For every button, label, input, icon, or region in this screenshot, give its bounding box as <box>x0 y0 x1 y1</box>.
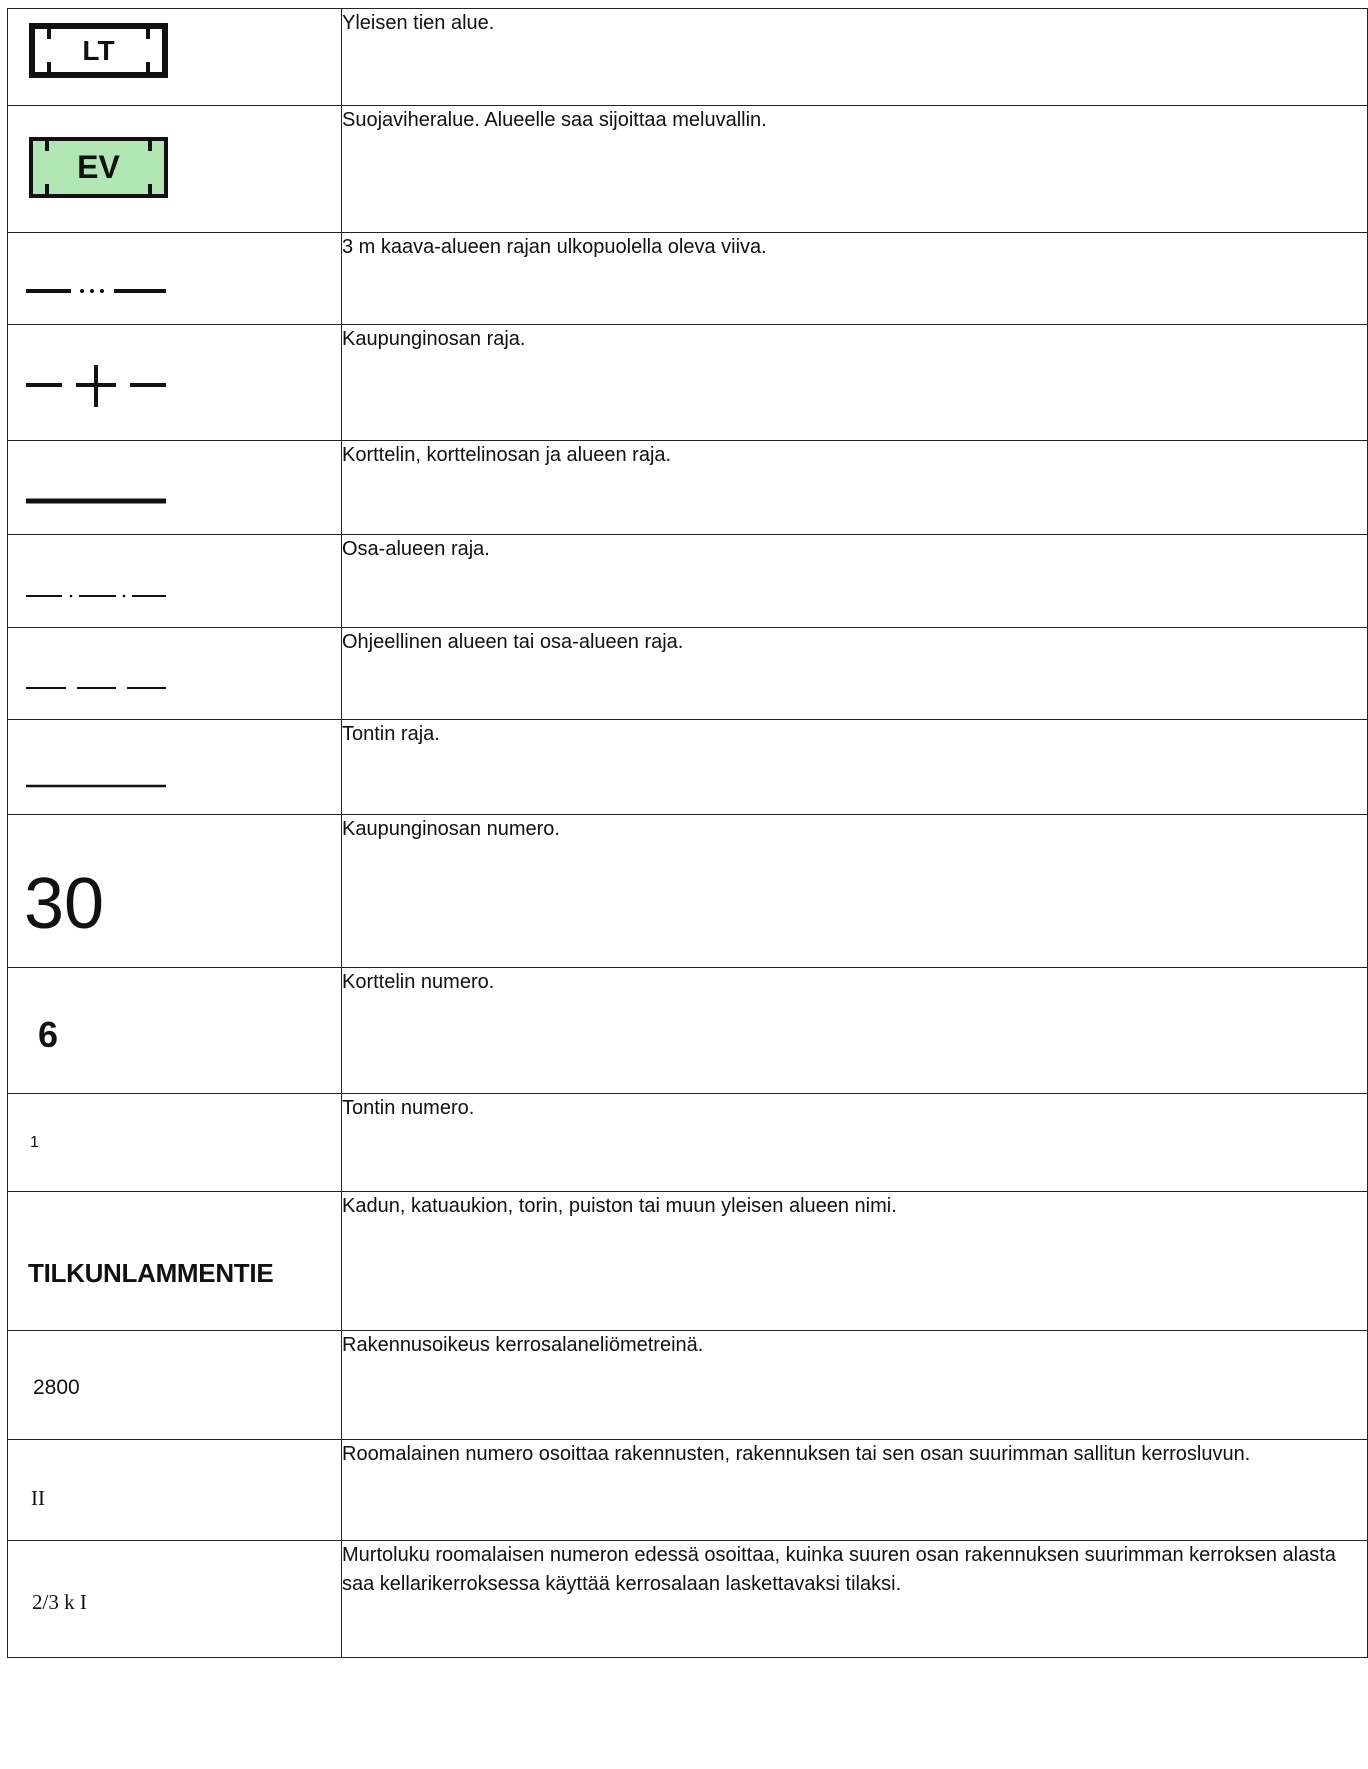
symbol-cell <box>8 441 342 535</box>
legend-row <box>8 325 1368 441</box>
thick-solid-line-symbol <box>26 491 186 511</box>
description: 3 m kaava-alueen rajan ulkopuolella oleva viiva. <box>342 233 1368 325</box>
legend-row <box>8 233 1368 325</box>
description: Kadun, katuaukion, torin, puiston tai muun yleisen alueen nimi. <box>342 1192 1368 1331</box>
lt-zone-symbol <box>29 23 168 78</box>
legend-row <box>8 628 1368 720</box>
description: Ohjeellinen alueen tai osa-alueen raja. <box>342 628 1368 720</box>
legend-table <box>7 8 1368 1658</box>
symbol-cell <box>8 535 342 628</box>
description: Roomalainen numero osoittaa rakennusten, rakennuksen tai sen osan suurimman sallitun kerrosluvun. <box>342 1440 1368 1541</box>
description: Korttelin, korttelinosan ja alueen raja. <box>342 441 1368 535</box>
description: Korttelin numero. <box>342 968 1368 1094</box>
legend-row <box>8 1331 1368 1440</box>
legend-row <box>8 106 1368 233</box>
legend-row <box>8 1541 1368 1658</box>
symbol-cell <box>8 1440 342 1541</box>
legend-row <box>8 1192 1368 1331</box>
legend-row <box>8 441 1368 535</box>
description: Rakennusoikeus kerrosalaneliömetreinä. <box>342 1331 1368 1440</box>
legend-row <box>8 815 1368 968</box>
symbol-cell <box>8 1094 342 1192</box>
description: Tontin raja. <box>342 720 1368 815</box>
symbol-cell <box>8 1541 342 1658</box>
symbol-cell <box>8 968 342 1094</box>
legend-row <box>8 968 1368 1094</box>
description: Kaupunginosan raja. <box>342 325 1368 441</box>
dash-dot-line-symbol <box>26 586 186 606</box>
description: Osa-alueen raja. <box>342 535 1368 628</box>
description: Kaupunginosan numero. <box>342 815 1368 968</box>
legend-row <box>8 1440 1368 1541</box>
symbol-cell <box>8 720 342 815</box>
ev-zone-symbol <box>29 137 168 198</box>
symbol-cell <box>8 815 342 968</box>
symbol-text: LT <box>82 34 115 66</box>
symbol-cell <box>8 628 342 720</box>
symbol-cell <box>8 1192 342 1331</box>
legend-row <box>8 9 1368 106</box>
symbol-cell <box>8 9 342 106</box>
street-name-symbol: TILKUNLAMMENTIE <box>28 1258 274 1288</box>
legend-row <box>8 1094 1368 1192</box>
dash-three-dots-line-symbol <box>26 281 186 301</box>
symbol-cell <box>8 325 342 441</box>
plot-number-symbol: 1 <box>30 1134 39 1151</box>
district-number-symbol: 30 <box>24 864 105 944</box>
description: Tontin numero. <box>342 1094 1368 1192</box>
symbol-text: EV <box>77 149 120 185</box>
description: Yleisen tien alue. <box>342 9 1368 106</box>
symbol-cell <box>8 106 342 233</box>
description: Suojaviheralue. Alueelle saa sijoittaa meluvallin. <box>342 106 1368 233</box>
dash-cross-line-symbol <box>26 355 186 415</box>
symbol-cell <box>8 1331 342 1440</box>
description: Murtoluku roomalaisen numeron edessä osoittaa, kuinka suuren osan rakennuksen suurimman kerroksen alasta saa kellarikerroksessa käyttää kerrosalaan laskettavaksi tilaksi. <box>342 1541 1368 1658</box>
symbol-cell <box>8 233 342 325</box>
storey-count-symbol: II <box>31 1486 45 1510</box>
thin-solid-line-symbol <box>26 776 186 796</box>
block-number-symbol: 6 <box>38 1014 59 1055</box>
dashed-line-symbol <box>26 678 186 698</box>
legend-row <box>8 535 1368 628</box>
legend-row <box>8 720 1368 815</box>
floor-area-symbol: 2800 <box>33 1376 80 1399</box>
basement-fraction-symbol: 2/3 k I <box>32 1590 87 1614</box>
